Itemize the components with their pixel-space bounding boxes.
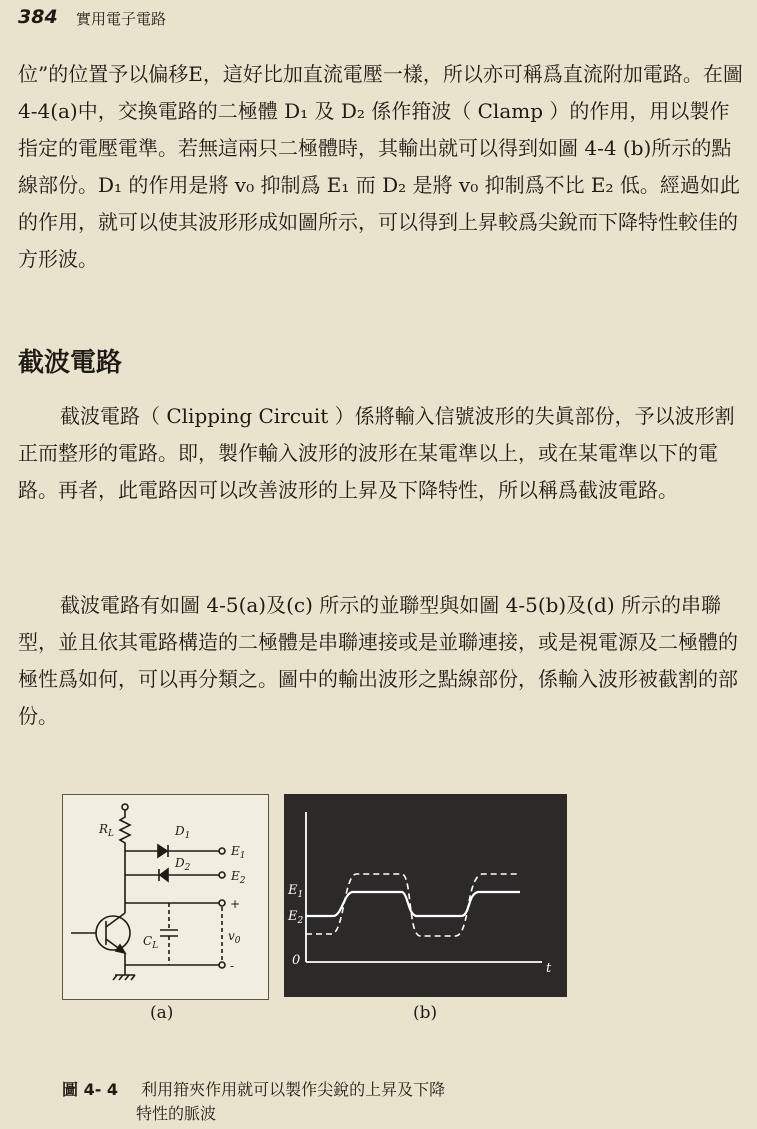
wave-label-t: t: [546, 961, 552, 976]
circuit-schematic: [63, 795, 268, 999]
wave-label-origin: 0: [292, 953, 301, 968]
label-rl: $R_L$: [99, 822, 115, 839]
label-d2: $D_2$: [175, 856, 191, 873]
label-vo: $v_0$: [228, 929, 241, 946]
label-d1: $D_1$: [175, 824, 191, 841]
caption-label: 圖 4- 4: [62, 1080, 119, 1099]
figure-sub-label-b: (b): [413, 1003, 438, 1023]
page-header: [18, 6, 738, 30]
figure-caption: [62, 1078, 562, 1126]
section-title: 截波電路: [18, 348, 123, 378]
paragraph-clipping-types: 截波電路有如圖 4-5(a)及(c) 所示的並聯型與如圖 4-5(b)及(d) 所示的串聯型，並且依其電路構造的二極體是串聯連接或是並聯連接，或是視電源及二極體的極性爲如何，可以再分類之。圖中的輸出波形之點線部份，係輸入波形被截割的部份。: [18, 593, 738, 728]
caption-line-1: 利用箝夾作用就可以製作尖銳的上昇及下降: [141, 1080, 446, 1099]
wave-label-e1: $E_1$: [288, 883, 304, 900]
waveform-plot: [284, 794, 567, 997]
label-plus: +: [230, 897, 241, 911]
label-minus: -: [230, 959, 235, 973]
figure-sub-label-a: (a): [150, 1003, 174, 1023]
paragraph-clipping-definition: 截波電路（ Clipping Circuit ）係將輸入信號波形的失眞部份，予以波形割正而整形的電路。即，製作輸入波形的波形在某電準以上，或在某電準以下的電路。再者，此電路因可以改善波形的上昇及下降特性，所以稱爲截波電路。: [18, 404, 735, 502]
circuit-diagram: [62, 794, 269, 1000]
paragraph-clamp-explanation: 位”的位置予以偏移E，這好比加直流電壓一樣，所以亦可稱爲直流附加電路。在圖 4-4(a)中，交換電路的二極體 D₁ 及 D₂ 係作箝波（ Clamp ）的作用，用以製作指定的電壓電準。若無這兩只二極體時，其輸出就可以得到如圖 4-4 (b)所示的點線部份。D₁ 的作用是將 v₀ 抑制爲 E₁ 而 D₂ 是將 v₀ 抑制爲不比 E₂ 低。經過如此的作用，就可以使其波形形成如圖所示，可以得到上昇較爲尖銳而下降特性較佳的方形波。: [18, 62, 743, 271]
label-e1: $E_1$: [231, 844, 246, 861]
label-e2: $E_2$: [231, 869, 246, 886]
label-cl: $C_L$: [143, 934, 159, 951]
caption-line-2: 特性的脈波: [136, 1104, 217, 1123]
wave-label-e2: $E_2$: [288, 909, 304, 926]
book-title: 實用電子電路: [76, 10, 167, 28]
waveform-diagram: [284, 794, 567, 997]
page-number: 384: [18, 6, 58, 28]
